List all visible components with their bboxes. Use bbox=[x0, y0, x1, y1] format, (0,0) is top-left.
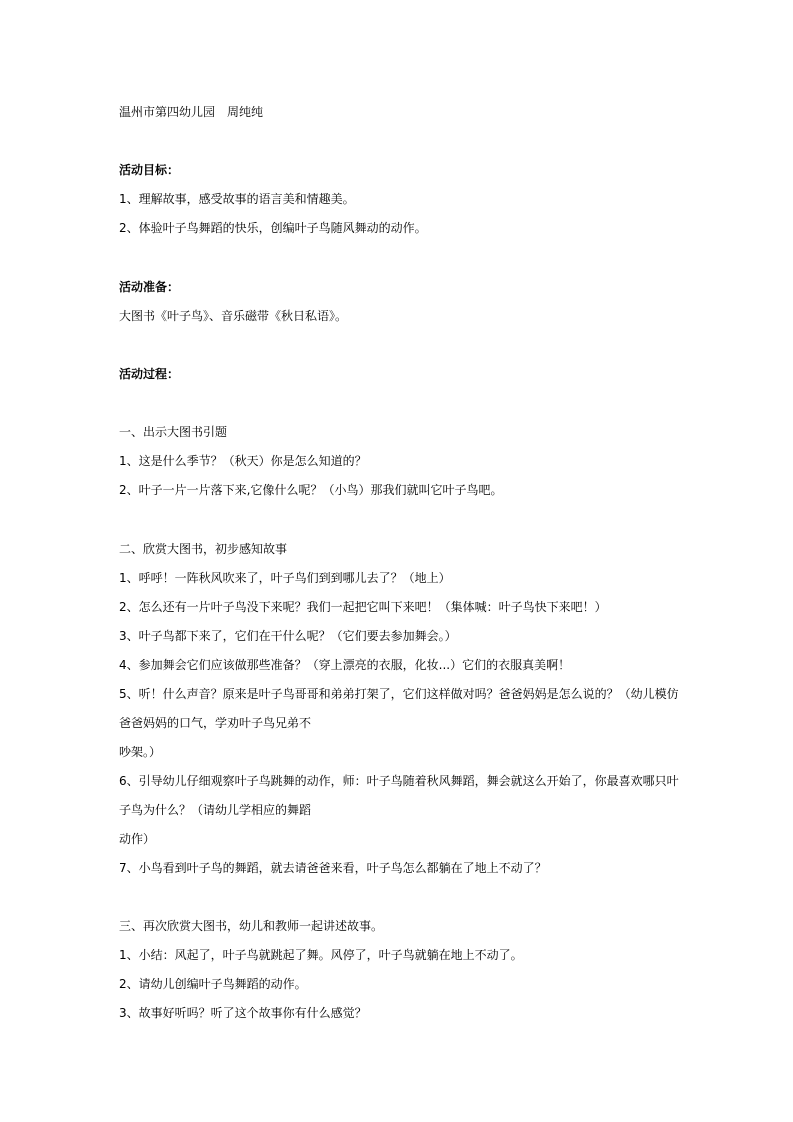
section-2-item-cont: 爸爸妈妈的口气，学劝叶子鸟兄弟不 bbox=[119, 716, 312, 730]
section-2-item: 2、怎么还有一片叶子鸟没下来呢？我们一起把它叫下来吧！（集体喊：叶子鸟快下来吧！） bbox=[119, 600, 607, 614]
section-1-item: 1、这是什么季节？（秋天）你是怎么知道的？ bbox=[119, 454, 367, 468]
section-2-item-cont: 子鸟为什么？（请幼儿学相应的舞蹈 bbox=[119, 803, 312, 817]
section-3-item: 3、故事好听吗？听了这个故事你有什么感觉？ bbox=[119, 1006, 367, 1020]
section-3-item: 2、请幼儿创编叶子鸟舞蹈的动作。 bbox=[119, 977, 307, 991]
section-2-item: 7、小鸟看到叶子鸟的舞蹈，就去请爸爸来看，叶子鸟怎么都躺在了地上不动了？ bbox=[119, 861, 547, 875]
goals-heading: 活动目标： bbox=[119, 163, 180, 177]
author-line: 温州市第四幼儿园 周纯纯 bbox=[119, 105, 264, 119]
section-1-item: 2、叶子一片一片落下来,它像什么呢？（小鸟）那我们就叫它叶子鸟吧。 bbox=[119, 483, 503, 497]
section-2-item-cont: 动作） bbox=[119, 832, 156, 846]
section-2-item: 5、听！什么声音？原来是叶子鸟哥哥和弟弟打架了，它们这样做对吗？爸爸妈妈是怎么说的？（幼儿模仿 bbox=[119, 687, 679, 701]
section-2-item: 1、呼呼！一阵秋风吹来了，叶子鸟们到到哪儿去了？（地上） bbox=[119, 571, 451, 585]
process-heading: 活动过程： bbox=[119, 367, 180, 381]
preparation-text: 大图书《叶子鸟》、音乐磁带《秋日私语》。 bbox=[119, 309, 348, 323]
section-3-title: 三、再次欣赏大图书，幼儿和教师一起讲述故事。 bbox=[119, 919, 384, 933]
section-2-item: 3、叶子鸟都下来了，它们在干什么呢？（它们要去参加舞会。） bbox=[119, 629, 457, 643]
section-2-item: 4、参加舞会它们应该做那些准备？（穿上漂亮的衣服，化妆...）它们的衣服真美啊！ bbox=[119, 658, 571, 672]
section-2-item: 6、引导幼儿仔细观察叶子鸟跳舞的动作，师：叶子鸟随着秋风舞蹈，舞会就这么开始了，你最喜欢哪只叶 bbox=[119, 774, 679, 788]
section-2-title: 二、欣赏大图书，初步感知故事 bbox=[119, 542, 288, 556]
section-1-title: 一、出示大图书引题 bbox=[119, 425, 228, 439]
goal-item: 1、理解故事，感受故事的语言美和情趣美。 bbox=[119, 192, 355, 206]
section-3-item: 1、小结：风起了，叶子鸟就跳起了舞。风停了，叶子鸟就躺在地上不动了。 bbox=[119, 948, 523, 962]
goal-item: 2、体验叶子鸟舞蹈的快乐，创编叶子鸟随风舞动的动作。 bbox=[119, 221, 427, 235]
section-2-item-cont: 吵架。） bbox=[119, 745, 162, 759]
preparation-heading: 活动准备： bbox=[119, 280, 180, 294]
